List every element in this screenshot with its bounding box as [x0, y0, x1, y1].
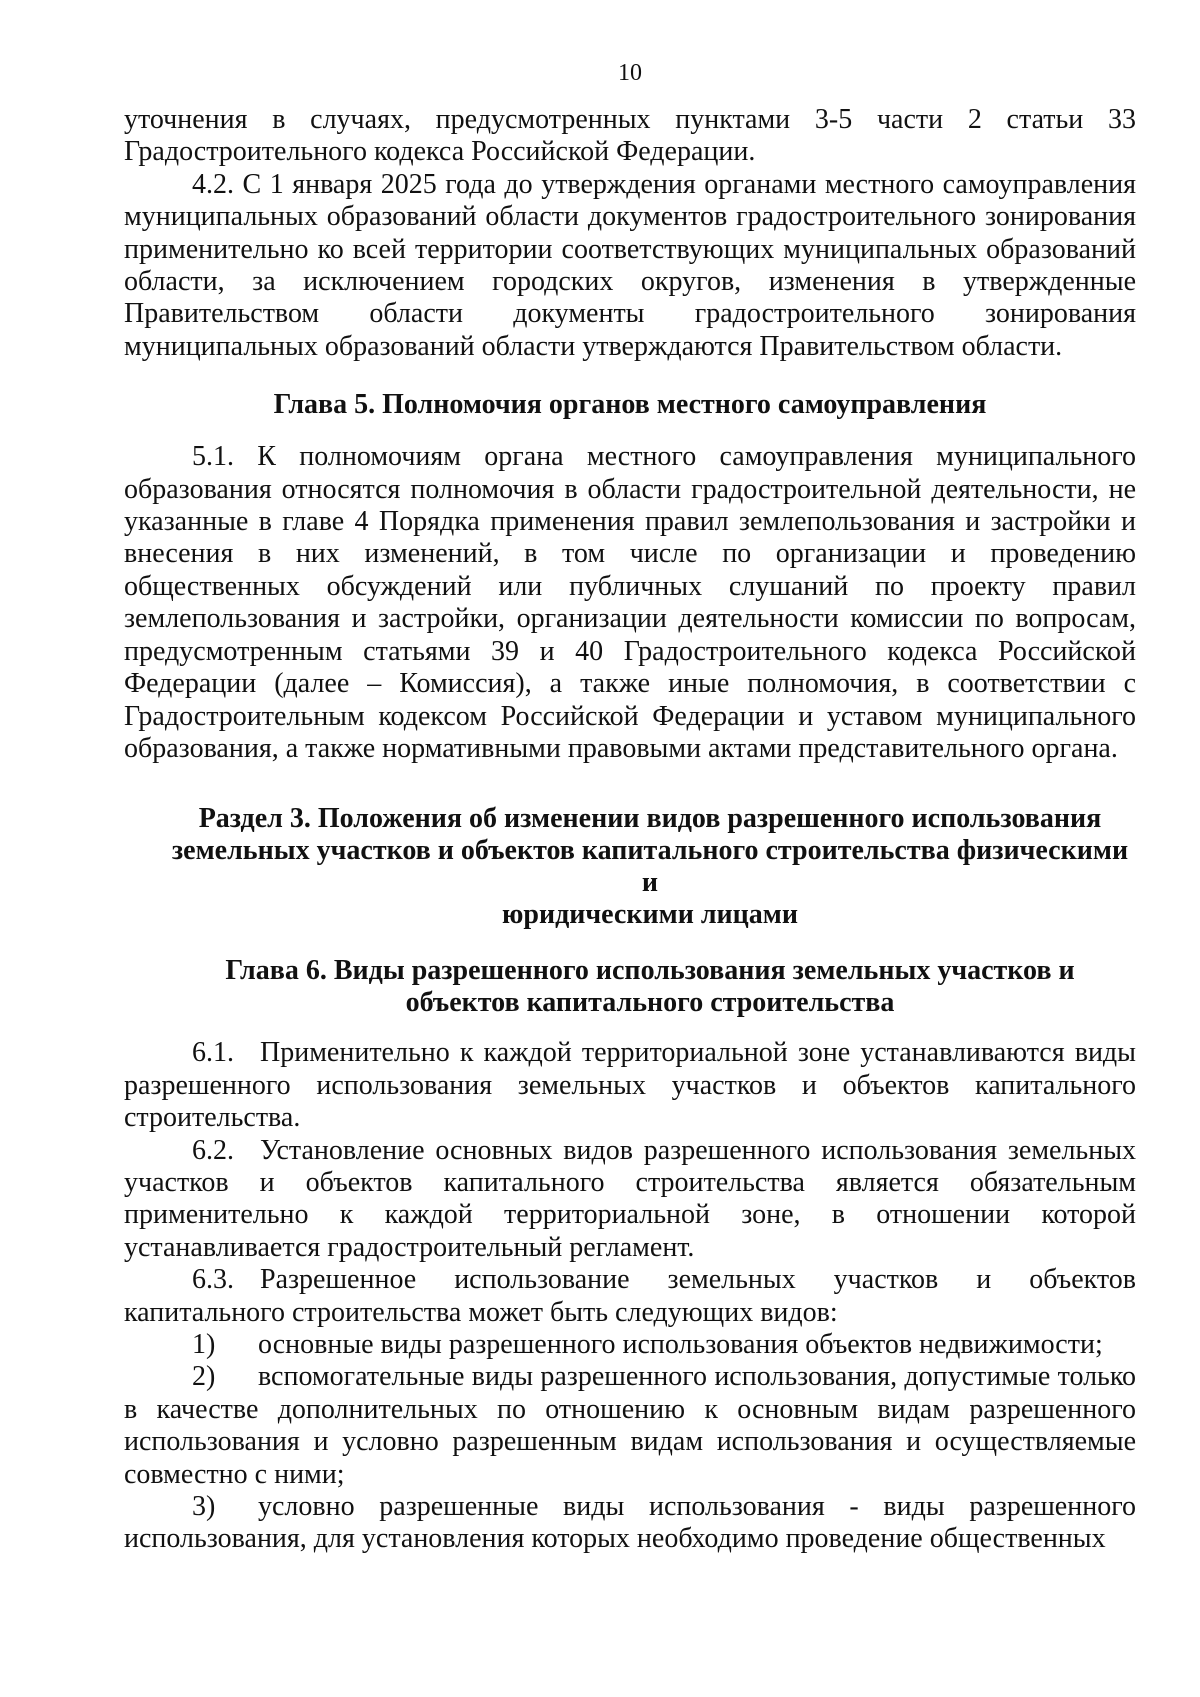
section-3-heading-line3: юридическими лицами — [501, 899, 799, 931]
section-3-heading-line1: Раздел 3. Положения об изменении видов разрешенного использования — [198, 803, 1102, 835]
list-item-marker: 2) — [192, 1361, 216, 1393]
list-item — [124, 1361, 1136, 1491]
list-item-text: условно разрешенные виды использования - виды разрешенного использования, для установления которых необходимо проведение общественных — [124, 1491, 1136, 1555]
paragraph-6-3 — [124, 1264, 1136, 1329]
paragraph-4-2: 4.2. С 1 января 2025 года до утверждения органами местного самоуправления муниципальных образований области документов градостроительного зонирования применительно ко всей территории соответствующих муниципальных образований области, за исключением городских округов, изменения в утвержденные Правительством области документы градостроительного зонирования муниципальных образований области утверждаются Правительством области. — [124, 168, 1136, 362]
list-item-marker: 3) — [192, 1491, 216, 1522]
list-item-text: основные виды разрешенного использования объектов недвижимости; — [258, 1328, 1103, 1360]
paragraph-6-1 — [124, 1037, 1136, 1134]
paragraph-5-1: 5.1. К полномочиям органа местного самоуправления муниципального образования относятся полномочия в области градостроительной деятельности, не указанные в главе 4 Порядка применения правил землепользования и застройки и внесения в них изменений, в том числе по организации и проведению общественных обсуждений или публичных слушаний по проекту правил землепользования и застройки, организации деятельности комиссии по вопросам, предусмотренным статьями 39 и 40 Градостроительного кодекса Российской Федерации (далее – Комиссия), а также иные полномочия, в соответствии с Градостроительным кодексом Российской Федерации и уставом муниципального образования, а также нормативными правовыми актами представительного органа. — [124, 441, 1136, 764]
chapter-5-heading: Глава 5. Полномочия органов местного самоуправления — [273, 389, 987, 421]
chapter-6-heading — [124, 955, 1136, 1019]
chapter-6-heading-line2: объектов капитального строительства — [405, 987, 895, 1019]
paragraph-6-2-text: Установление основных видов разрешенного использования земельных участков и объектов капитального строительства является обязательным применительно к каждой территориальной зоне, в отношении которой устанавливается градостроительный регламент. — [124, 1134, 1136, 1263]
paragraph-6-1-number: 6.1. — [192, 1037, 234, 1069]
paragraph-6-2 — [124, 1135, 1136, 1265]
page-number: 10 — [618, 60, 642, 86]
section-3-heading-line2: земельных участков и объектов капитального строительства физическими и — [171, 835, 1129, 899]
paragraph-6-3-text: Разрешенное использование земельных участков и объектов капитального строительства может быть следующих видов: — [124, 1264, 1136, 1328]
list-item — [124, 1329, 1136, 1361]
document-page — [124, 58, 1136, 1556]
list-item-marker: 1) — [192, 1328, 216, 1360]
list-item-text: вспомогательные виды разрешенного использования, допустимые только в качестве дополнительных по отношению к основным видам разрешенного использования и условно разрешенным видам использования и осуществляемые совместно с ними; — [124, 1361, 1136, 1490]
paragraph-6-2-number: 6.2. — [192, 1134, 234, 1166]
paragraph-6-1-text: Применительно к каждой территориальной зоне устанавливаются виды разрешенного использования земельных участков и объектов капитального строительства. — [124, 1037, 1136, 1134]
paragraph-6-3-number: 6.3. — [192, 1264, 234, 1296]
paragraph-continuation: уточнения в случаях, предусмотренных пунктами 3-5 части 2 статьи 33 Градостроительного кодекса Российской Федерации. — [124, 104, 1136, 168]
list-item — [124, 1491, 1136, 1556]
section-3-heading — [124, 803, 1136, 931]
chapter-6-heading-line1: Глава 6. Виды разрешенного использования земельных участков и — [225, 955, 1075, 987]
